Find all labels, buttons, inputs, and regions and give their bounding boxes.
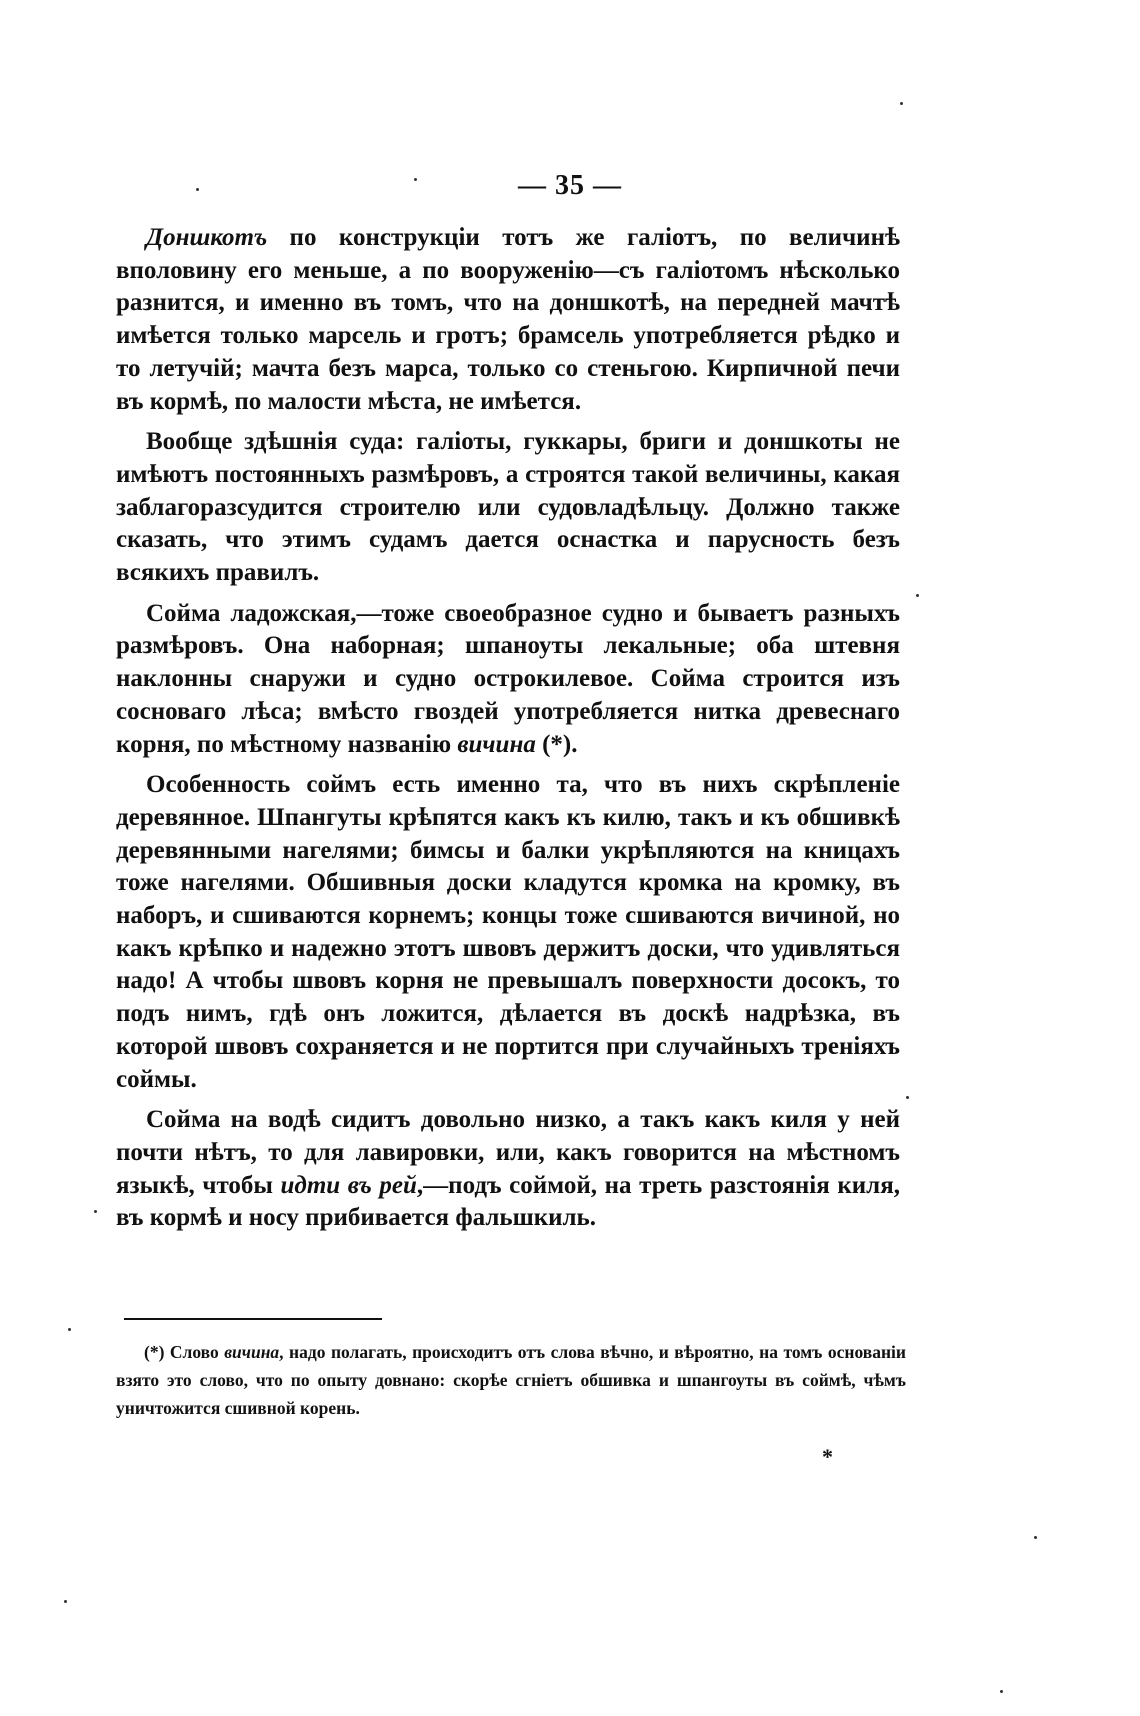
paragraph-soima-intro [116, 598, 900, 762]
paragraph-soima-intro-text: Сойма ладожская,—тоже своеобразное судно и бываетъ разныхъ размѣровъ. Она наборная; шпаноуты лекальные; оба штевня наклонны снаружи и судно острокилевое. Сойма строится изъ сосноваго лѣса; вмѣсто гвоздей употребляется нитка древеснаго корня, по мѣстному названію [116, 599, 900, 758]
paragraph-local-vessels: Вообще здѣшнія суда: галіоты, гуккары, бриги и доншкоты не имѣютъ постоянныхъ размѣровъ, а строятся такой величины, какая заблагоразсудится строителю или судовладѣльцу. Должно также сказать, что этимъ судамъ дается оснастка и парусность безъ всякихъ правилъ. [116, 428, 900, 587]
scan-speck [94, 1210, 97, 1213]
term-idti-v-rei: идти въ рей [280, 1171, 417, 1199]
scan-speck [68, 1328, 71, 1331]
scan-speck [64, 1600, 67, 1603]
footnote-term: вичина [224, 1342, 280, 1362]
scan-speck [916, 594, 919, 597]
scan-speck [414, 178, 417, 181]
term-donshkot: Доншкотъ [146, 224, 268, 251]
term-vichina: вичина [457, 730, 536, 758]
footnote-marker: (*) Слово [144, 1342, 225, 1362]
stray-asterisk-mark: * [822, 1444, 833, 1469]
scan-speck [900, 102, 903, 105]
footnote [116, 1338, 906, 1422]
paragraph-soima-sailing [116, 1104, 900, 1235]
scan-speck [196, 188, 199, 191]
page-number: — 35 — [518, 170, 622, 201]
footnote-reference: (*). [535, 730, 578, 758]
footnote-text [116, 1338, 906, 1422]
body-text [116, 222, 900, 1243]
paragraph-soima-construction: Особенность соймъ есть именно та, что въ нихъ скрѣпленіе деревянное. Шпангуты крѣпятся какъ къ килю, такъ и къ обшивкѣ деревянными нагелями; бимсы и балки укрѣпляются на кницахъ тоже нагелями. Обшивныя доски кладутся кромка на кромку, въ наборъ, и сшиваются корнемъ; концы тоже сшиваются вичиной, но какъ крѣпко и надежно этотъ швовъ держитъ доски, что удивляться надо! А чтобы швовъ корня не превышалъ поверхности досокъ, то подъ нимъ, гдѣ онъ ложится, дѣлается въ доскѣ надрѣзка, въ которой швовъ сохраняется и не портится при случайныхъ треніяхъ соймы. [116, 771, 900, 1093]
footnote-divider [124, 1318, 382, 1320]
scan-speck [1034, 1536, 1037, 1539]
paragraph-donshkot-text: по конструкціи тотъ же галіотъ, по величинѣ вполовину его меньше, а по вооруженію—съ галіотомъ нѣсколько разнится, и именно въ томъ, что на доншкотѣ, на передней мачтѣ имѣется только марсель и гротъ; брамсель употребляется рѣдко и то летучій; мачта безъ марса, только со стеньгою. Кирпичной печи въ кормѣ, по малости мѣста, не имѣется. [116, 224, 900, 415]
footnote-body: , надо полагать, происходитъ отъ слова вѣчно, и вѣроятно, на томъ основаніи взято это слово, что по опыту довнано: скорѣе сгніетъ обшивка и шпангоуты въ соймѣ, чѣмъ уничтожится сшивной корень. [116, 1342, 906, 1418]
paragraph-soima-sailing-end: ,—подъ соймой, на треть разстоянія киля, въ кормѣ и носу прибивается фальшкиль. [116, 1171, 900, 1232]
paragraph-soima-sailing-text: Сойма на водѣ сидитъ довольно низко, а такъ какъ киля у ней почти нѣтъ, то для лавировки, или, какъ говорится на мѣстномъ языкѣ, чтобы [116, 1106, 900, 1199]
paragraph-donshkot [116, 222, 900, 418]
scan-speck [1000, 1690, 1003, 1693]
scan-speck [906, 1096, 909, 1099]
